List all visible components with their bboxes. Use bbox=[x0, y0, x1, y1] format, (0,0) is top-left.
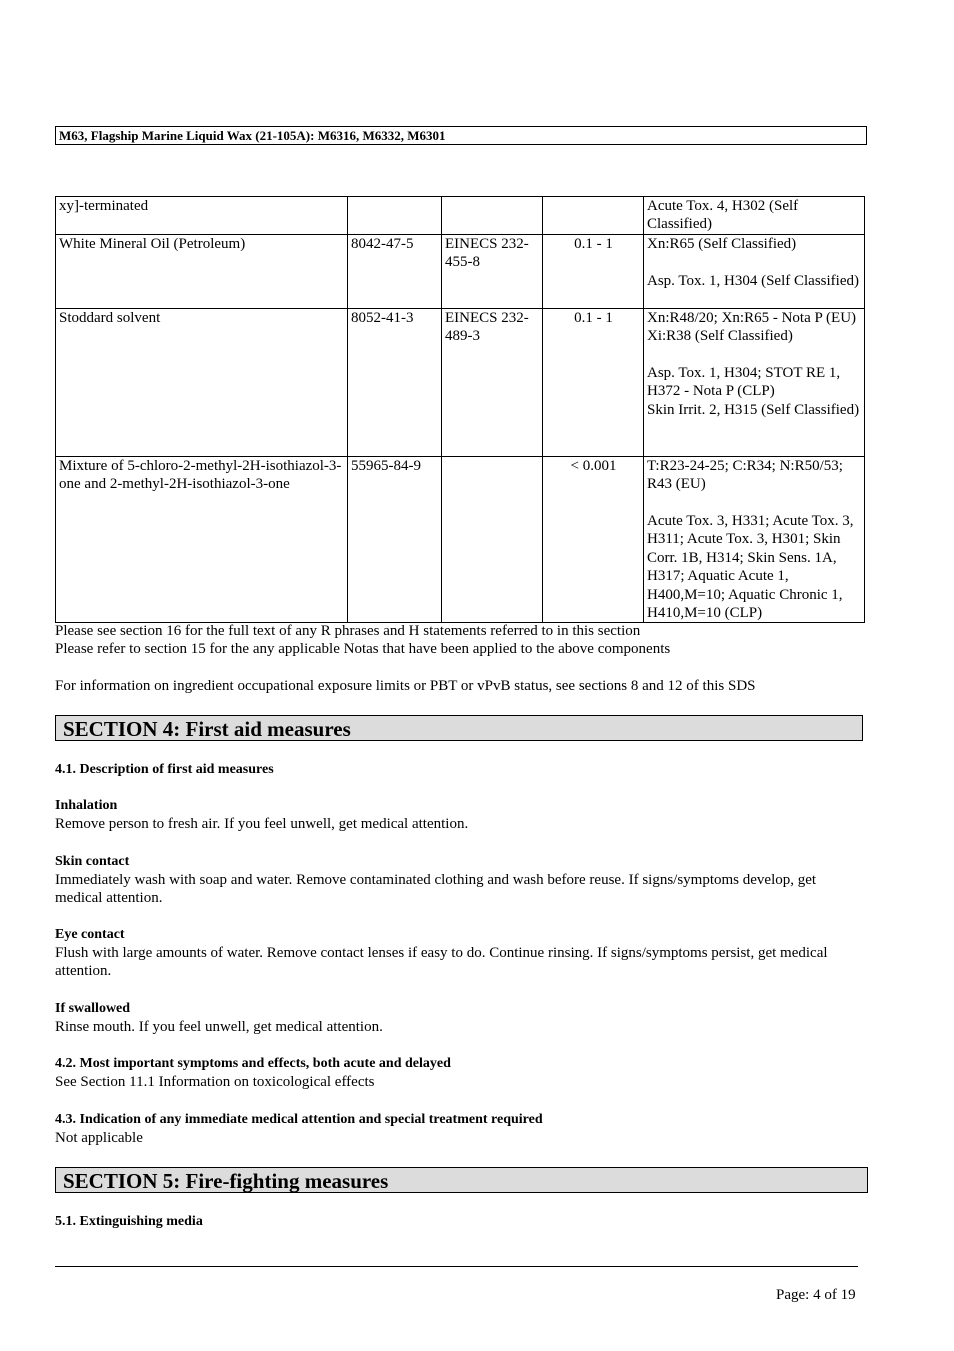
eye-contact-text: Flush with large amounts of water. Remove contact lenses if easy to do. Continue rinsing. If signs/symptoms persist, get medical attention. bbox=[55, 945, 828, 979]
subsection-4-1-heading: 4.1. Description of first aid measures bbox=[55, 762, 274, 777]
concentration bbox=[543, 197, 644, 235]
ec-number bbox=[442, 197, 543, 235]
table-row bbox=[56, 308, 865, 456]
ingredient-name: White Mineral Oil (Petroleum) bbox=[56, 234, 348, 308]
note-exposure-limits: For information on ingredient occupational exposure limits or PBT or vPvB status, see sections 8 and 12 of this SDS bbox=[55, 678, 756, 694]
table-row bbox=[56, 234, 865, 308]
subsection-4-3-text: Not applicable bbox=[55, 1130, 143, 1146]
components-table bbox=[55, 196, 865, 623]
classification: T:R23-24-25; C:R34; N:R50/53; R43 (EU) Acute Tox. 3, H331; Acute Tox. 3, H311; Acute Tox. 3, H301; Skin Corr. 1B, H314; Skin Sens. 1A, H317; Aquatic Acute 1, H400,M=10; Aquatic Chronic 1, H410,M=10 (CLP) bbox=[644, 456, 865, 623]
inhalation-heading: Inhalation bbox=[55, 798, 118, 813]
ingredient-name: Mixture of 5-chloro-2-methyl-2H-isothiazol-3-one and 2-methyl-2H-isothiazol-3-one bbox=[56, 456, 348, 623]
concentration: < 0.001 bbox=[543, 456, 644, 623]
subsection-4-2-text: See Section 11.1 Information on toxicological effects bbox=[55, 1074, 375, 1090]
ingredient-name: Stoddard solvent bbox=[56, 308, 348, 456]
skin-contact-heading: Skin contact bbox=[55, 854, 130, 869]
table-row bbox=[56, 197, 865, 235]
ec-number: EINECS 232-489-3 bbox=[442, 308, 543, 456]
eye-contact-heading: Eye contact bbox=[55, 927, 125, 942]
skin-contact-text: Immediately wash with soap and water. Remove contaminated clothing and wash before reuse. If signs/symptoms develop, get medical attention. bbox=[55, 872, 817, 906]
table-row bbox=[56, 456, 865, 623]
footer-divider bbox=[55, 1266, 858, 1267]
subsection-4-3-heading: 4.3. Indication of any immediate medical attention and special treatment required bbox=[55, 1112, 543, 1127]
document-header: M63, Flagship Marine Liquid Wax (21-105A): M6316, M6332, M6301 bbox=[55, 126, 867, 145]
cas-number bbox=[348, 197, 442, 235]
classification: Acute Tox. 4, H302 (Self Classified) bbox=[644, 197, 865, 235]
subsection-5-1-heading: 5.1. Extinguishing media bbox=[55, 1214, 203, 1229]
ingredient-name: xy]-terminated bbox=[56, 197, 348, 235]
classification: Xn:R65 (Self Classified) Asp. Tox. 1, H304 (Self Classified) bbox=[644, 234, 865, 308]
cas-number: 8042-47-5 bbox=[348, 234, 442, 308]
section-5-heading: SECTION 5: Fire-fighting measures bbox=[55, 1167, 868, 1193]
concentration: 0.1 - 1 bbox=[543, 234, 644, 308]
cas-number: 55965-84-9 bbox=[348, 456, 442, 623]
note-notas: Please refer to section 15 for the any applicable Notas that have been applied to the above components bbox=[55, 641, 671, 657]
section-4-heading: SECTION 4: First aid measures bbox=[55, 715, 863, 741]
ec-number: EINECS 232-455-8 bbox=[442, 234, 543, 308]
cas-number: 8052-41-3 bbox=[348, 308, 442, 456]
note-r-phrases: Please see section 16 for the full text of any R phrases and H statements referred to in this section bbox=[55, 623, 641, 639]
inhalation-text: Remove person to fresh air. If you feel unwell, get medical attention. bbox=[55, 816, 469, 832]
subsection-4-2-heading: 4.2. Most important symptoms and effects, both acute and delayed bbox=[55, 1056, 451, 1071]
page-number: Page: 4 of 19 bbox=[776, 1287, 856, 1303]
ec-number bbox=[442, 456, 543, 623]
if-swallowed-heading: If swallowed bbox=[55, 1001, 131, 1016]
if-swallowed-text: Rinse mouth. If you feel unwell, get medical attention. bbox=[55, 1019, 383, 1035]
concentration: 0.1 - 1 bbox=[543, 308, 644, 456]
classification: Xn:R48/20; Xn:R65 - Nota P (EU) Xi:R38 (Self Classified) Asp. Tox. 1, H304; STOT RE 1, H372 - Nota P (CLP) Skin Irrit. 2, H315 (Self Classified) bbox=[644, 308, 865, 456]
